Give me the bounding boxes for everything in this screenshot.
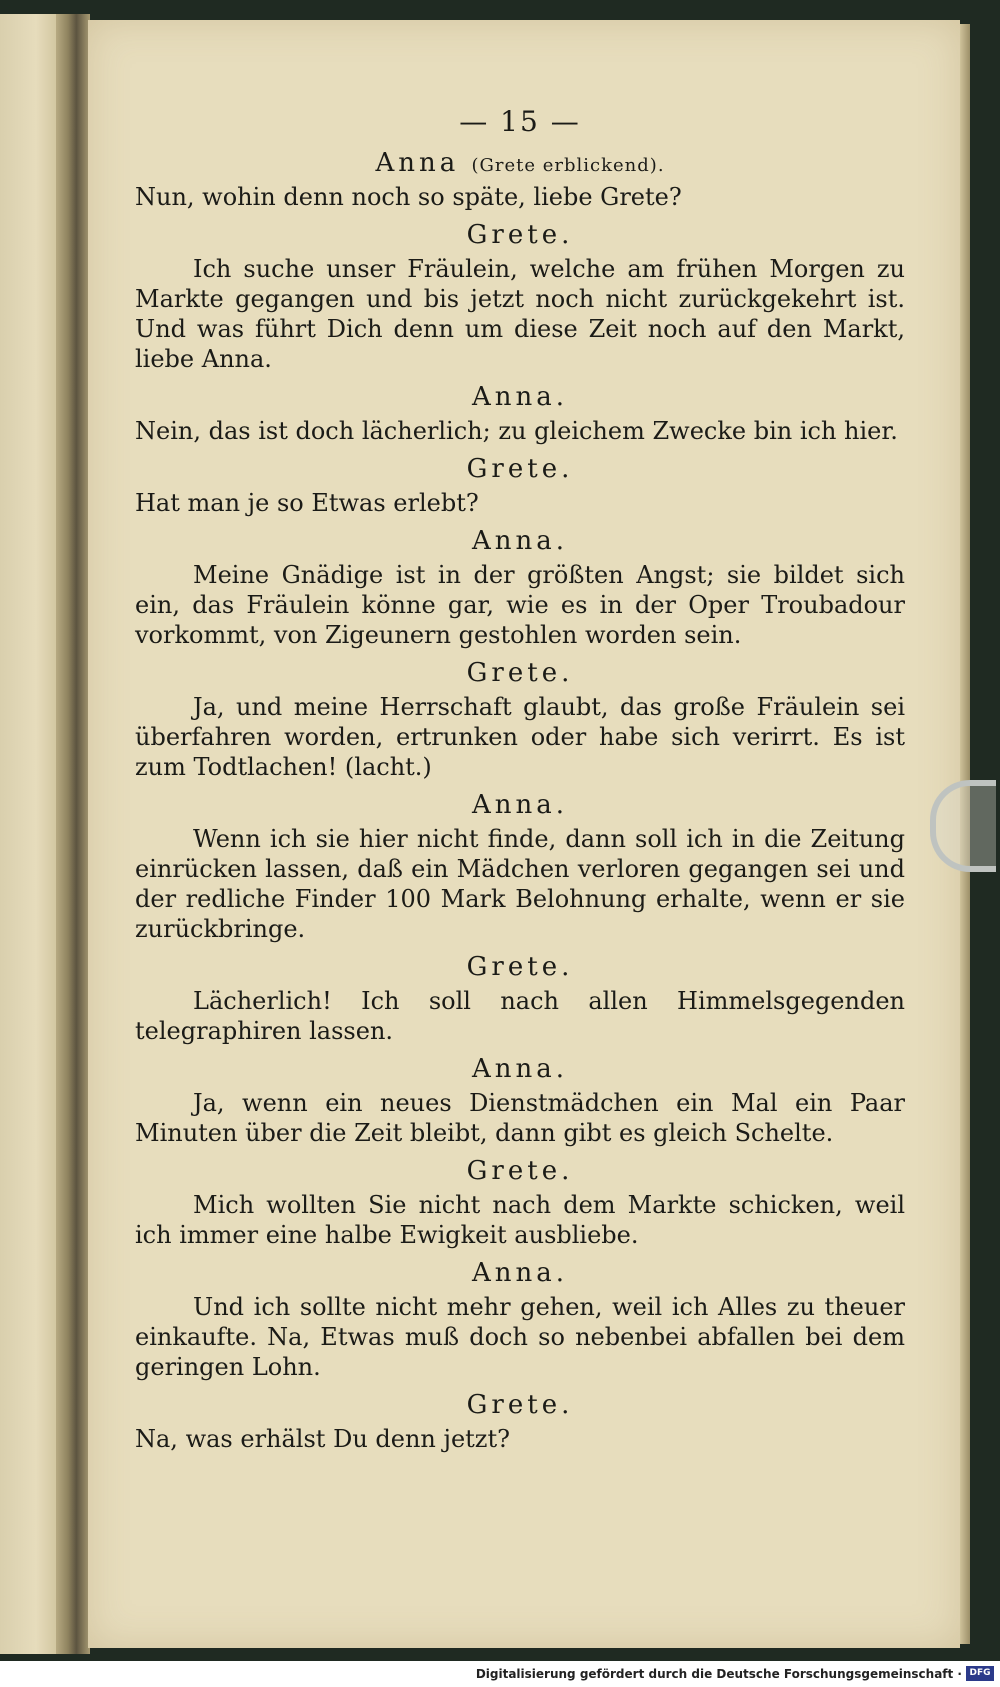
dfg-logo-icon: DFG bbox=[966, 1666, 994, 1681]
speaker-name: Anna. bbox=[471, 526, 569, 556]
dialogue-text: Nein, das ist doch lächerlich; zu gleichem Zwecke bin ich hier. bbox=[135, 417, 898, 445]
speaker-name bbox=[135, 148, 905, 178]
footer-bar bbox=[0, 1661, 1000, 1687]
footer-credit: Digitalisierung gefördert durch die Deutsche Forschungsgemeinschaft · bbox=[475, 1667, 962, 1681]
dialogue-text: Nun, wohin denn noch so späte, liebe Grete? bbox=[135, 183, 682, 211]
speaker-name: Grete. bbox=[466, 1156, 574, 1186]
left-page-edge bbox=[0, 14, 60, 1654]
dialogue-line-8 bbox=[135, 952, 905, 1046]
dialogue-text: Meine Gnädige ist in der größten Angst; sie bildet sich ein, das Fräulein könne gar, wie es in der Oper Troubadour vorkommt, von Zigeunern gestohlen worden sein. bbox=[135, 561, 905, 649]
speaker-name: Anna. bbox=[471, 1258, 569, 1288]
dialogue-text: Lächerlich! Ich soll nach allen Himmelsgegenden telegraphiren lassen. bbox=[135, 987, 905, 1045]
speaker-name: Grete. bbox=[466, 658, 574, 688]
dialogue-text: Hat man je so Etwas erlebt? bbox=[135, 489, 479, 517]
dialogue-text: Ja, wenn ein neues Dienstmädchen ein Mal ein Paar Minuten über die Zeit bleibt, dann gibt es gleich Schelte. bbox=[135, 1089, 905, 1147]
dialogue-line-5 bbox=[135, 526, 905, 650]
page-number: — 15 — bbox=[459, 105, 581, 138]
speaker-name: Anna. bbox=[471, 1054, 569, 1084]
dialogue-text: Ja, und meine Herrschaft glaubt, das große Fräulein sei überfahren worden, ertrunken oder habe sich verirrt. Es ist zum Todtlachen! (lacht.) bbox=[135, 693, 905, 781]
dialogue-line-7 bbox=[135, 790, 905, 944]
dialogue-line-2 bbox=[135, 220, 905, 374]
book-gutter bbox=[56, 14, 90, 1654]
dialogue-line-12 bbox=[135, 1390, 905, 1454]
speaker-label: Anna bbox=[375, 148, 460, 178]
dialogue-text: Na, was erhälst Du denn jetzt? bbox=[135, 1425, 510, 1453]
dialogue-line-11 bbox=[135, 1258, 905, 1382]
speaker-name: Grete. bbox=[466, 454, 574, 484]
dialogue-line-9 bbox=[135, 1054, 905, 1148]
dialogue-text: Mich wollten Sie nicht nach dem Markte schicken, weil ich immer eine halbe Ewigkeit ausbliebe. bbox=[135, 1191, 905, 1249]
dialogue-line-10 bbox=[135, 1156, 905, 1250]
dialogue-line-3 bbox=[135, 382, 905, 446]
page-clip-icon bbox=[930, 780, 996, 872]
dialogue-text: Ich suche unser Fräulein, welche am frühen Morgen zu Markte gegangen und bis jetzt noch nicht zurückgekehrt ist. Und was führt Dich denn um diese Zeit noch auf den Markt, liebe Anna. bbox=[135, 255, 905, 373]
speaker-name: Grete. bbox=[466, 952, 574, 982]
dialogue-text: Wenn ich sie hier nicht finde, dann soll ich in die Zeitung einrücken lassen, daß ein Mädchen verloren gegangen sei und der redliche Finder 100 Mark Belohnung erhalte, wenn er sie zurückbringe. bbox=[135, 825, 905, 943]
dialogue-line-4 bbox=[135, 454, 905, 518]
dialogue-text: Und ich sollte nicht mehr gehen, weil ich Alles zu theuer einkaufte. Na, Etwas muß doch so nebenbei abfallen bei dem geringen Lohn. bbox=[135, 1293, 905, 1381]
speaker-name: Grete. bbox=[466, 220, 574, 250]
speaker-name: Grete. bbox=[466, 1390, 574, 1420]
dialogue-line-6 bbox=[135, 658, 905, 782]
page-text bbox=[135, 105, 905, 1454]
dialogue-line-1 bbox=[135, 148, 905, 212]
speaker-name: Anna. bbox=[471, 382, 569, 412]
stage-direction: (Grete erblickend). bbox=[471, 155, 665, 176]
speaker-name: Anna. bbox=[471, 790, 569, 820]
